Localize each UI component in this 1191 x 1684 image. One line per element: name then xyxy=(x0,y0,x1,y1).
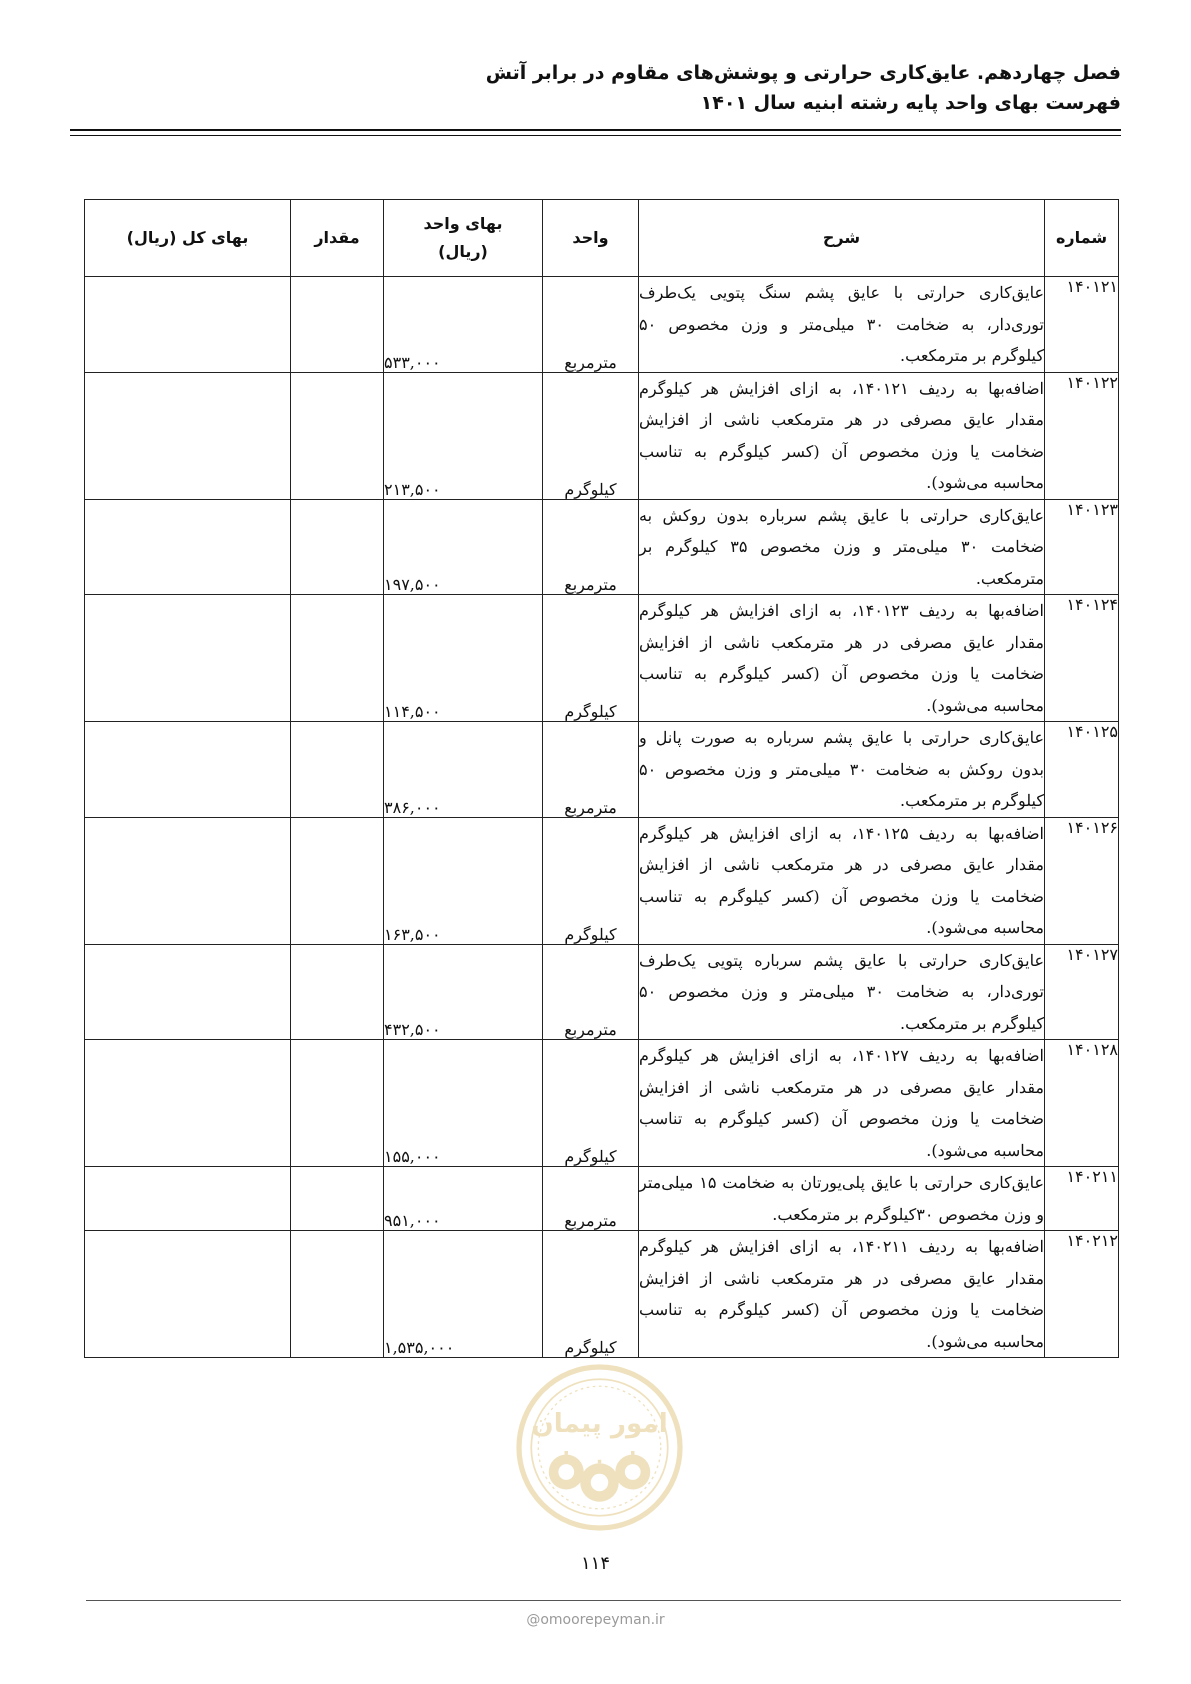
row-unit: کیلوگرم xyxy=(543,1231,639,1358)
row-description: اضافه‌بها به ردیف ۱۴۰۲۱۱، به ازای افزایش هر کیلوگرم مقدار عایق مصرفی در هر مترمکعب ناشی از افزایش ضخامت یا وزن مخصوص آن (کسر کیلوگرم به تناسب محاسبه می‌شود). xyxy=(639,1231,1045,1358)
header-quantity: مقدار xyxy=(291,200,384,277)
row-number: ۱۴۰۲۱۱ xyxy=(1045,1167,1119,1231)
document-subtitle: فهرست بهای واحد پایه رشته ابنیه سال ۱۴۰۱ xyxy=(700,92,1121,114)
table-header-row xyxy=(85,200,1119,277)
row-total-price xyxy=(85,499,291,595)
row-description: اضافه‌بها به ردیف ۱۴۰۱۲۱، به ازای افزایش هر کیلوگرم مقدار عایق مصرفی در هر مترمکعب ناشی از افزایش ضخامت یا وزن مخصوص آن (کسر کیلوگرم به تناسب محاسبه می‌شود). xyxy=(639,372,1045,499)
row-description: اضافه‌بها به ردیف ۱۴۰۱۲۷، به ازای افزایش هر کیلوگرم مقدار عایق مصرفی در هر مترمکعب ناشی از افزایش ضخامت یا وزن مخصوص آن (کسر کیلوگرم به تناسب محاسبه می‌شود). xyxy=(639,1040,1045,1167)
row-unit-price: ۴۳۲,۵۰۰ xyxy=(384,944,543,1040)
row-quantity xyxy=(291,595,384,722)
row-quantity xyxy=(291,499,384,595)
table-row xyxy=(85,944,1119,1040)
row-unit: مترمربع xyxy=(543,1167,639,1231)
row-quantity xyxy=(291,1040,384,1167)
row-total-price xyxy=(85,1231,291,1358)
row-unit: مترمربع xyxy=(543,722,639,818)
table-row xyxy=(85,817,1119,944)
row-total-price xyxy=(85,944,291,1040)
table-row xyxy=(85,277,1119,373)
header-unit-price xyxy=(384,200,543,277)
row-number: ۱۴۰۲۱۲ xyxy=(1045,1231,1119,1358)
table-row xyxy=(85,499,1119,595)
header-rule-thick xyxy=(70,129,1121,131)
table-row xyxy=(85,595,1119,722)
chapter-title: فصل چهاردهم. عایق‌کاری حرارتی و پوشش‌های مقاوم در برابر آتش xyxy=(485,62,1121,84)
row-total-price xyxy=(85,372,291,499)
row-description: اضافه‌بها به ردیف ۱۴۰۱۲۵، به ازای افزایش هر کیلوگرم مقدار عایق مصرفی در هر مترمکعب ناشی از افزایش ضخامت یا وزن مخصوص آن (کسر کیلوگرم به تناسب محاسبه می‌شود). xyxy=(639,817,1045,944)
header-unit: واحد xyxy=(543,200,639,277)
row-unit: کیلوگرم xyxy=(543,372,639,499)
page-header xyxy=(70,58,1121,118)
row-quantity xyxy=(291,1231,384,1358)
row-quantity xyxy=(291,277,384,373)
header-unit-price-label: بهای واحد xyxy=(423,214,503,233)
page-number: ۱۱۴ xyxy=(580,1553,610,1574)
row-number: ۱۴۰۱۲۵ xyxy=(1045,722,1119,818)
row-unit: کیلوگرم xyxy=(543,595,639,722)
row-total-price xyxy=(85,1040,291,1167)
row-unit-price: ۹۵۱,۰۰۰ xyxy=(384,1167,543,1231)
row-unit-price: ۲۱۳,۵۰۰ xyxy=(384,372,543,499)
table-row xyxy=(85,372,1119,499)
table-row xyxy=(85,1040,1119,1167)
footer-website: @omoorepeyman.ir xyxy=(526,1612,665,1628)
row-quantity xyxy=(291,817,384,944)
table-row xyxy=(85,1231,1119,1358)
table-row xyxy=(85,1167,1119,1231)
row-unit-price: ۱۵۵,۰۰۰ xyxy=(384,1040,543,1167)
row-number: ۱۴۰۱۲۴ xyxy=(1045,595,1119,722)
seal-text: امور پیمان xyxy=(531,1408,668,1439)
row-unit-price: ۱۶۳,۵۰۰ xyxy=(384,817,543,944)
row-total-price xyxy=(85,595,291,722)
row-description: عایق‌کاری حرارتی با عایق پشم سرباره بدون روکش به ضخامت ۳۰ میلی‌متر و وزن مخصوص ۳۵ کیلوگرم بر مترمکعب. xyxy=(639,499,1045,595)
row-total-price xyxy=(85,817,291,944)
row-number: ۱۴۰۱۲۱ xyxy=(1045,277,1119,373)
row-number: ۱۴۰۱۲۸ xyxy=(1045,1040,1119,1167)
row-number: ۱۴۰۱۲۶ xyxy=(1045,817,1119,944)
row-unit: مترمربع xyxy=(543,499,639,595)
table-row xyxy=(85,722,1119,818)
row-total-price xyxy=(85,722,291,818)
header-rule-thin xyxy=(70,135,1121,136)
row-unit-price: ۱,۵۳۵,۰۰۰ xyxy=(384,1231,543,1358)
row-unit-price: ۱۱۴,۵۰۰ xyxy=(384,595,543,722)
header-total-price: بهای کل (ریال) xyxy=(85,200,291,277)
row-description: عایق‌کاری حرارتی با عایق پلی‌یورتان به ضخامت ۱۵ میلی‌متر و وزن مخصوص ۳۰کیلوگرم بر مترمکعب. xyxy=(639,1167,1045,1231)
row-quantity xyxy=(291,944,384,1040)
row-number: ۱۴۰۱۲۷ xyxy=(1045,944,1119,1040)
row-description: عایق‌کاری حرارتی با عایق پشم سرباره به صورت پانل و بدون روکش به ضخامت ۳۰ میلی‌متر و وزن مخصوص ۵۰ کیلوگرم بر مترمکعب. xyxy=(639,722,1045,818)
row-description: عایق‌کاری حرارتی با عایق پشم سنگ پتویی یک‌طرف توری‌دار، به ضخامت ۳۰ میلی‌متر و وزن مخصوص ۵۰ کیلوگرم بر مترمکعب. xyxy=(639,277,1045,373)
row-unit-price: ۱۹۷,۵۰۰ xyxy=(384,499,543,595)
footer-rule xyxy=(86,1600,1121,1601)
row-unit-price: ۵۳۳,۰۰۰ xyxy=(384,277,543,373)
header-number: شماره xyxy=(1045,200,1119,277)
row-number: ۱۴۰۱۲۳ xyxy=(1045,499,1119,595)
row-number: ۱۴۰۱۲۲ xyxy=(1045,372,1119,499)
seal-watermark-icon xyxy=(512,1360,687,1535)
row-total-price xyxy=(85,277,291,373)
row-quantity xyxy=(291,372,384,499)
row-unit: کیلوگرم xyxy=(543,1040,639,1167)
row-unit: مترمربع xyxy=(543,944,639,1040)
row-unit: کیلوگرم xyxy=(543,817,639,944)
row-unit: مترمربع xyxy=(543,277,639,373)
row-description: عایق‌کاری حرارتی با عایق پشم سرباره پتویی یک‌طرف توری‌دار، به ضخامت ۳۰ میلی‌متر و وزن مخصوص ۵۰ کیلوگرم بر مترمکعب. xyxy=(639,944,1045,1040)
header-unit-price-currency: (ریال) xyxy=(438,242,488,261)
row-description: اضافه‌بها به ردیف ۱۴۰۱۲۳، به ازای افزایش هر کیلوگرم مقدار عایق مصرفی در هر مترمکعب ناشی از افزایش ضخامت یا وزن مخصوص آن (کسر کیلوگرم به تناسب محاسبه می‌شود). xyxy=(639,595,1045,722)
price-table xyxy=(84,199,1119,1358)
row-unit-price: ۳۸۶,۰۰۰ xyxy=(384,722,543,818)
row-quantity xyxy=(291,1167,384,1231)
row-quantity xyxy=(291,722,384,818)
row-total-price xyxy=(85,1167,291,1231)
header-description: شرح xyxy=(639,200,1045,277)
